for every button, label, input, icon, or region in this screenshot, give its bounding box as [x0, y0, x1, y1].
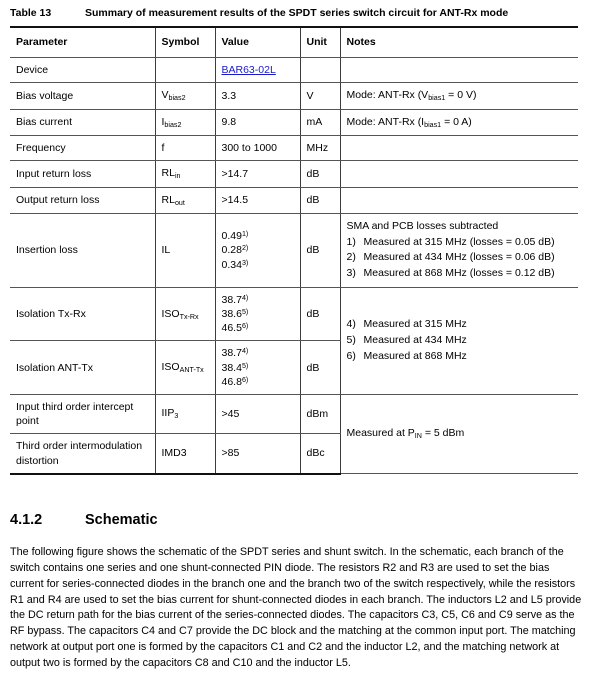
cell-parameter: Bias voltage [10, 83, 155, 109]
cell-symbol [155, 341, 215, 395]
cell-parameter: Third order intermodulation distortion [10, 434, 155, 474]
cell-notes [340, 58, 578, 83]
symbol-subscript: bias2 [164, 120, 182, 129]
cell-value: >85 [215, 434, 300, 474]
cell-notes [340, 161, 578, 187]
value-line [222, 243, 294, 257]
cell-unit: dB [300, 187, 340, 213]
table-row [10, 187, 578, 213]
cell-symbol: f [155, 135, 215, 160]
notes-list [347, 219, 573, 282]
cell-value: 9.8 [215, 109, 300, 135]
symbol-base: IIP [161, 407, 175, 420]
cell-value: 300 to 1000 [215, 135, 300, 160]
value-footnote-mark: 2) [241, 244, 249, 253]
cell-parameter: Output return loss [10, 187, 155, 213]
cell-value: >45 [215, 395, 300, 434]
value-footnote-mark: 1) [241, 230, 249, 238]
note-subscript: bias1 [424, 120, 442, 129]
note-text-pre: Mode: ANT-Rx (I [346, 115, 425, 128]
symbol-base: RL [161, 193, 175, 206]
note-number: 1) [346, 235, 356, 248]
symbol-subscript: out [174, 198, 185, 207]
note-text-post: = 5 dBm [421, 427, 465, 440]
notes-list [347, 317, 573, 364]
cell-value: >14.5 [215, 187, 300, 213]
symbol-base: RL [161, 167, 175, 180]
cell-parameter: Bias current [10, 109, 155, 135]
value-line [222, 293, 294, 307]
column-header-notes: Notes [340, 27, 578, 58]
cell-notes [340, 213, 578, 287]
symbol-subscript: 3 [174, 412, 179, 421]
symbol-base: ISO [161, 361, 180, 374]
cell-parameter: Device [10, 58, 155, 83]
note-text: Measured at 868 MHz [363, 349, 467, 362]
note-item [347, 266, 573, 282]
cell-symbol [155, 287, 215, 341]
table-row [10, 161, 578, 187]
cell-unit: MHz [300, 135, 340, 160]
value-line [222, 375, 294, 389]
value-footnote-mark: 4) [241, 347, 249, 356]
symbol-subscript: in [174, 171, 181, 180]
note-text-pre: Measured at P [346, 427, 415, 440]
section-heading [10, 512, 158, 528]
cell-value [215, 287, 300, 341]
cell-parameter: Isolation Tx-Rx [10, 287, 155, 341]
value-footnote-mark: 6) [241, 322, 249, 331]
cell-unit: dB [300, 213, 340, 287]
table-header-row [10, 27, 578, 58]
value-number: 0.34 [221, 258, 242, 271]
cell-unit [300, 58, 340, 83]
note-item [347, 333, 573, 349]
value-line [222, 229, 294, 243]
cell-value: 3.3 [215, 83, 300, 109]
value-number: 46.8 [221, 375, 242, 388]
symbol-subscript: ANT-Tx [179, 365, 204, 374]
note-text-post: = 0 A) [441, 115, 472, 128]
table-caption [10, 7, 578, 19]
cell-symbol [155, 187, 215, 213]
value-number: 38.6 [221, 308, 242, 321]
notes-heading: SMA and PCB losses subtracted [346, 219, 499, 232]
cell-notes-merged [340, 287, 578, 394]
note-item [347, 250, 573, 266]
value-number: 0.28 [221, 244, 242, 257]
cell-symbol [155, 83, 215, 109]
value-footnote-mark: 5) [241, 307, 249, 316]
value-line [222, 346, 294, 360]
note-text: Measured at 434 MHz (losses = 0.06 dB) [363, 251, 555, 264]
cell-notes [340, 109, 578, 135]
column-header-symbol: Symbol [155, 27, 215, 58]
value-number: 38.7 [221, 293, 242, 306]
cell-symbol [155, 58, 215, 83]
cell-unit: dB [300, 341, 340, 395]
note-text-post: = 0 V) [445, 89, 477, 102]
value-footnote-mark: 4) [241, 293, 249, 302]
note-text: Measured at 434 MHz [363, 334, 467, 347]
note-item [347, 349, 573, 365]
note-item [347, 317, 573, 333]
cell-notes-merged [340, 395, 578, 474]
symbol-subscript: bias2 [168, 93, 186, 102]
note-subscript: bias1 [428, 93, 446, 102]
table-row [10, 135, 578, 160]
table-row [10, 83, 578, 109]
table-row [10, 287, 578, 341]
measurement-results-table [10, 26, 578, 475]
cell-parameter: Insertion loss [10, 213, 155, 287]
value-line [222, 258, 294, 272]
note-subscript: IN [414, 432, 422, 441]
cell-unit: dB [300, 287, 340, 341]
column-header-parameter: Parameter [10, 27, 155, 58]
note-number: 2) [346, 251, 356, 264]
cell-unit: mA [300, 109, 340, 135]
cell-unit: dB [300, 161, 340, 187]
symbol-subscript: Tx-Rx [179, 312, 199, 321]
cell-symbol [155, 109, 215, 135]
cell-parameter: Input third order intercept point [10, 395, 155, 434]
cell-symbol [155, 161, 215, 187]
cell-parameter: Frequency [10, 135, 155, 160]
cell-notes [340, 187, 578, 213]
cell-unit: dBc [300, 434, 340, 474]
note-text: Measured at 315 MHz [363, 318, 467, 331]
note-text-pre: Mode: ANT-Rx (V [346, 89, 429, 102]
table-row [10, 109, 578, 135]
cell-notes [340, 83, 578, 109]
cell-value: >14.7 [215, 161, 300, 187]
value-number: 46.5 [221, 322, 242, 335]
note-text: Measured at 868 MHz (losses = 0.12 dB) [363, 267, 555, 280]
value-line [222, 361, 294, 375]
cell-notes [340, 135, 578, 160]
section-paragraph: The following figure shows the schematic of the SPDT series and shunt switch. In the schematic, each branch of the switch contains one series and one shunt-connected PIN diode. The resistors R2 and R3 are used to set the bias current for series-connected diodes in the branch one and the branch two of the switch respectively, while the resistors R1 and R4 are used to set the bias current for shunt-connected diodes in each branch. The inductors L2 and L5 provide the DC return path for the bias current of the series-connected diodes. The capacitors C3, C5, C6 and C9 serve as the RF bypass. The capacitors C4 and C7 provide the DC block and the matching at the common input port. The matching network at output port one is formed by the capacitors C1 and C2 and the inductor L2, and the matching network at output two is formed by the capacitors C8 and C10 and the inductor L5. [10, 546, 582, 670]
cell-parameter: Isolation ANT-Tx [10, 341, 155, 395]
table-row [10, 213, 578, 287]
cell-parameter: Input return loss [10, 161, 155, 187]
symbol-base: ISO [161, 307, 180, 320]
table-caption-label: Table 13 [10, 7, 52, 19]
note-number: 5) [346, 334, 356, 347]
value-number: 0.49 [221, 230, 242, 243]
table-caption-text: Summary of measurement results of the SPDT series switch circuit for ANT-Rx mode [85, 7, 509, 19]
note-number: 3) [346, 267, 356, 280]
value-number: 38.7 [221, 347, 242, 360]
value-footnote-mark: 3) [241, 258, 249, 267]
table-row [10, 395, 578, 434]
value-footnote-mark: 5) [241, 361, 249, 370]
cell-value [215, 341, 300, 395]
cell-value [215, 213, 300, 287]
symbol-base: V [161, 89, 169, 102]
section-title: Schematic [85, 512, 158, 528]
column-header-value: Value [215, 27, 300, 58]
cell-unit: V [300, 83, 340, 109]
table-row [10, 58, 578, 83]
section-number: 4.1.2 [10, 512, 43, 528]
device-link[interactable]: BAR63-02L [221, 64, 276, 76]
symbol-base: I [161, 115, 165, 128]
value-number: 38.4 [221, 361, 242, 374]
note-item [347, 235, 573, 251]
cell-symbol [155, 395, 215, 434]
cell-unit: dBm [300, 395, 340, 434]
cell-symbol: IL [155, 213, 215, 287]
column-header-unit: Unit [300, 27, 340, 58]
value-footnote-mark: 6) [241, 375, 249, 384]
note-text: Measured at 315 MHz (losses = 0.05 dB) [363, 235, 555, 248]
cell-value [215, 58, 300, 83]
note-number: 4) [346, 318, 356, 331]
cell-symbol: IMD3 [155, 434, 215, 474]
note-number: 6) [346, 349, 356, 362]
value-line [222, 321, 294, 335]
value-line [222, 307, 294, 321]
